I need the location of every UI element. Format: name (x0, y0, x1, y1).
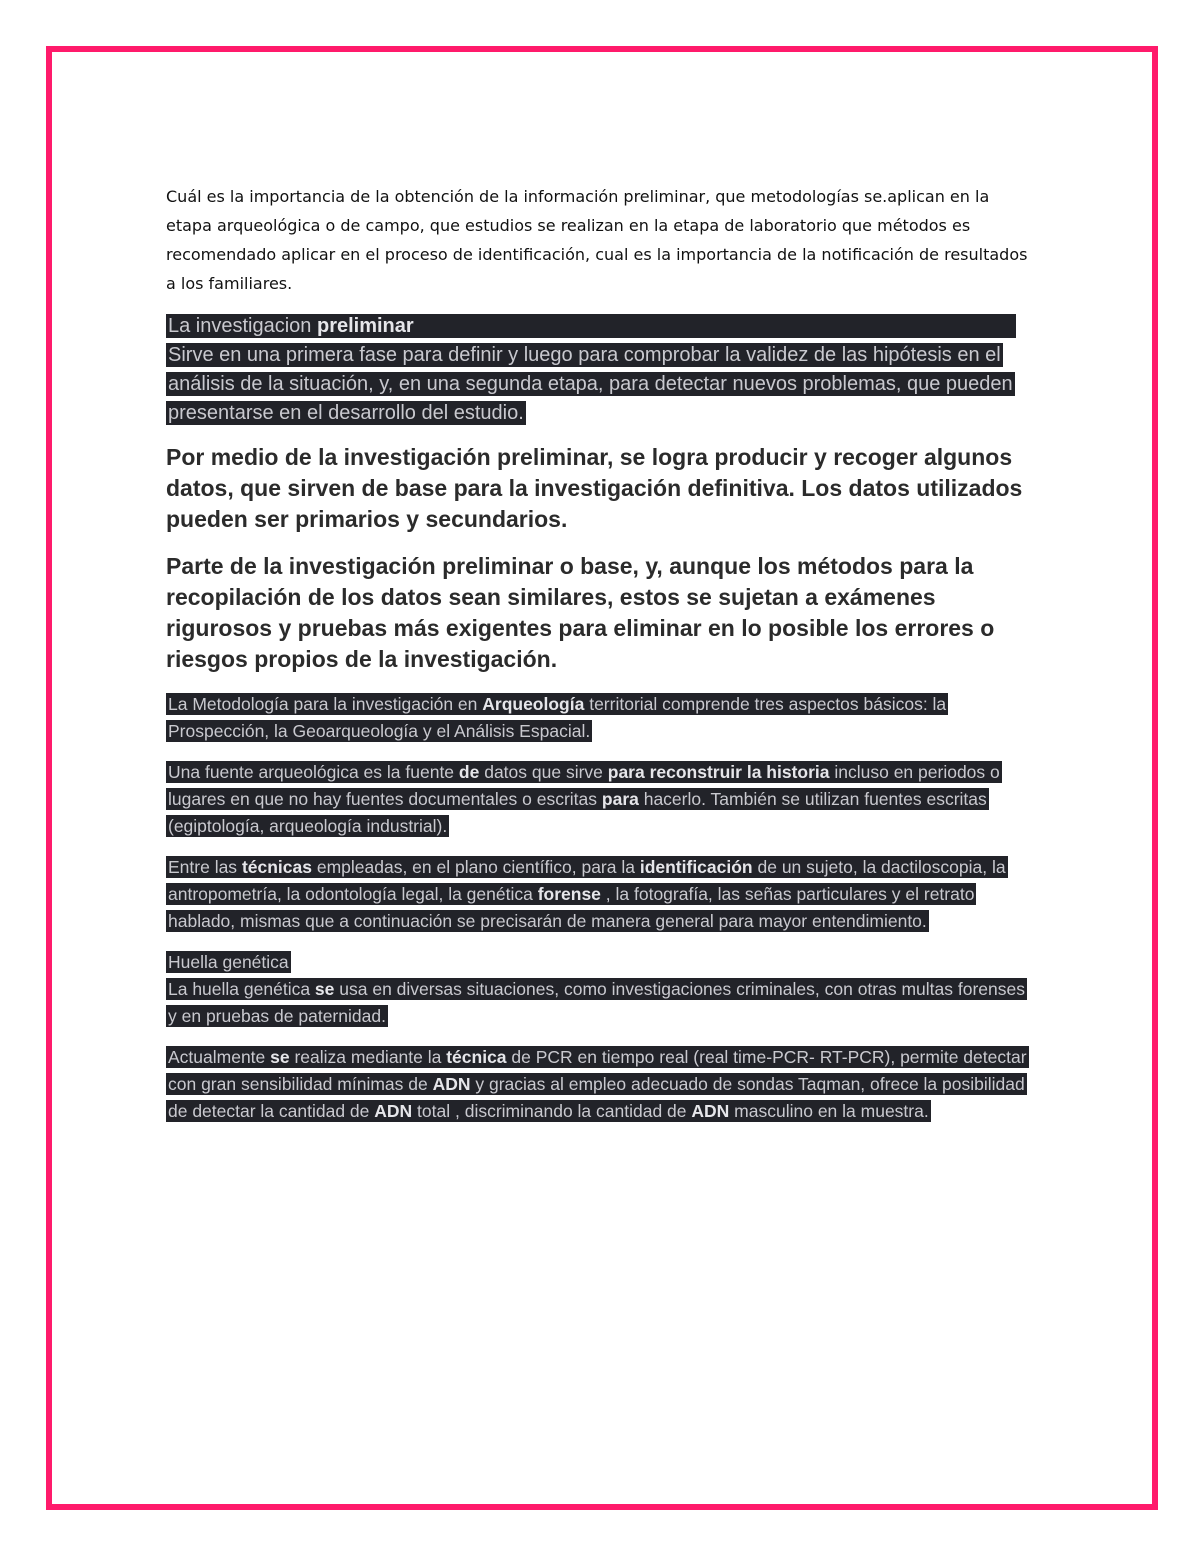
huella-block (166, 949, 1028, 1030)
question-paragraph: Cuál es la importancia de la obtención de la información preliminar, que metodologías se.aplican en la etapa arqueológica o de campo, que estudios se realizan en la etapa de laboratorio que métodos es recomendado aplicar en el proceso de identificación, cual es la importancia de la notificación de resultados a los familiares. (166, 187, 1028, 293)
preliminar-block (166, 312, 1032, 428)
text-run: , la fotografía, las señas particulares y el retrato hablado, mismas que a continuación se precisarán de manera general para mayor entendimiento. (168, 884, 975, 931)
bold-run: forense (537, 884, 601, 904)
bold-run: se (314, 979, 335, 999)
metodologia-block (166, 691, 1028, 745)
bold-run: para (601, 789, 639, 809)
bold-run: técnica (446, 1047, 507, 1067)
bold-run: ADN (432, 1074, 471, 1094)
text-run: datos que sirve (479, 762, 608, 782)
bold-run: ADN (691, 1101, 730, 1121)
bold-run: ADN (374, 1101, 413, 1121)
text-run: realiza mediante la (289, 1047, 447, 1067)
bold-run: se (270, 1047, 290, 1067)
text-run: usa en diversas situaciones, como investigaciones criminales, con otras multas forenses y en pruebas de paternidad. (168, 979, 1025, 1026)
text-run: masculino en la muestra. (729, 1101, 929, 1121)
text-run: incluso en periodos o lugares en que no hay fuentes documentales o escritas (168, 762, 1000, 809)
bold-run: para reconstruir la historia (607, 762, 830, 782)
pcr-block (166, 1044, 1028, 1125)
bold-run: identificación (639, 857, 753, 877)
text-run: empleadas, en el plano científico, para la (311, 857, 640, 877)
text-run: hacerlo. También se utilizan fuentes escritas (egiptología, arqueología industrial). (168, 789, 987, 836)
huella-title: Huella genética (168, 952, 289, 972)
text-run: Una fuente arqueológica es la fuente (168, 762, 459, 782)
preliminar-body: Sirve en una primera fase para definir y luego para comprobar la validez de las hipótesis en el análisis de la situación, y, en una segunda etapa, para detectar nuevos problemas, que pueden presentarse en el desarrollo del estudio. (168, 344, 1013, 424)
text-run: de un sujeto, la dactiloscopia, la antropometría, la odontología legal, la genética (168, 857, 1006, 904)
text-run: La Metodología para la investigación en (168, 694, 483, 714)
text-run: territorial comprende tres aspectos básicos: la Prospección, la Geoarqueología y el Análisis Espacial. (168, 694, 947, 741)
text-run: Entre las (168, 857, 242, 877)
text-run: La huella genética (168, 979, 315, 999)
text-run: Actualmente (168, 1047, 271, 1067)
preliminar-title-prefix: La investigacion (168, 315, 317, 337)
preliminar-title-bold: preliminar (316, 315, 414, 337)
text-run: y gracias al empleo adecuado de sondas Taqman, ofrece la posibilidad de detectar la cantidad de (168, 1074, 1025, 1121)
bold-run: técnicas (241, 857, 312, 877)
text-run: de PCR en tiempo real (real time-PCR- RT-PCR), permite detectar con gran sensibilidad mínimas de (168, 1047, 1027, 1094)
text-run: total , discriminando la cantidad de (412, 1101, 692, 1121)
tecnicas-block (166, 854, 1028, 935)
bold-paragraph-1: Por medio de la investigación preliminar, se logra producir y recoger algunos datos, que sirven de base para la investigación definitiva. Los datos utilizados pueden ser primarios y secundarios. (166, 444, 1023, 532)
bold-run: de (458, 762, 480, 782)
bold-run: Arqueología (482, 694, 585, 714)
bold-paragraph-2: Parte de la investigación preliminar o base, y, aunque los métodos para la recopilación de los datos sean similares, estos se sujetan a exámenes rigurosos y pruebas más exigentes para eliminar en lo posible los errores o riesgos propios de la investigación. (166, 553, 995, 672)
fuente-block (166, 759, 1028, 840)
document-content (166, 182, 1036, 1139)
